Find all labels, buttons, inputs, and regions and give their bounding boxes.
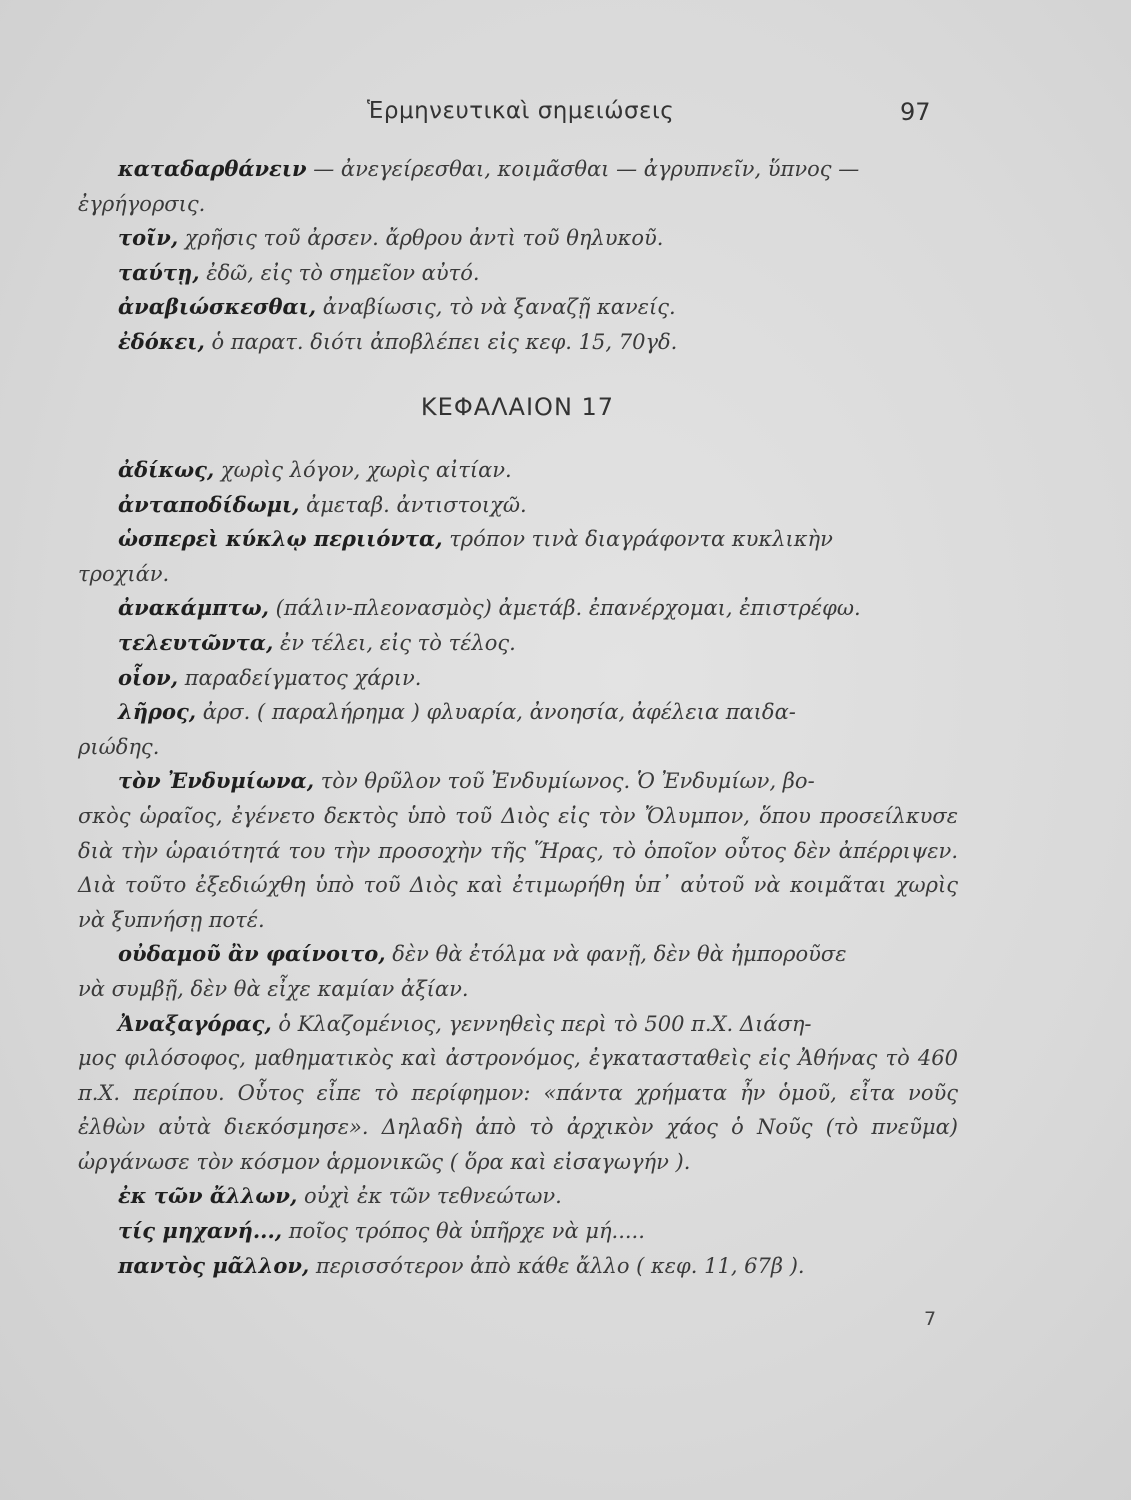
entry-gloss: ἀρσ. ( παραλήρημα ) φλυαρία, ἀνοησία, ἀφέλεια παιδα- (196, 700, 796, 725)
entry-gloss: ἀμεταβ. ἀντιστοιχῶ. (299, 492, 527, 517)
entry-gloss: χρῆσις τοῦ ἀρσεν. ἄρθρου ἀντὶ τοῦ θηλυκοῦ. (178, 226, 664, 251)
glossary-entry (78, 522, 958, 591)
entry-headword: τίς μηχανή..., (118, 1218, 283, 1244)
entry-gloss: τὸν θρῦλον τοῦ Ἐνδυμίωνος. Ὁ Ἐνδυμίων, βο- (314, 769, 815, 794)
entry-gloss: ἐν τέλει, εἰς τὸ τέλος. (273, 630, 516, 655)
glossary-entry (118, 591, 958, 626)
chapter-title (0, 393, 1131, 421)
glossary-entry (78, 937, 958, 1006)
entry-gloss: ποῖος τρόπος θὰ ὑπῆρχε νὰ μή..... (282, 1219, 645, 1244)
entry-headword: οὐδαμοῦ ἂν φαίνοιτο, (118, 941, 386, 967)
glossary-entry (118, 453, 958, 488)
glossary-entry (118, 290, 958, 325)
entry-gloss: ὁ παρατ. διότι ἀποβλέπει εἰς κεφ. 15, 70γδ. (204, 329, 678, 354)
entry-headword: παντὸς μᾶλλον, (118, 1252, 310, 1278)
entry-continuation: μος φιλόσοφος, μαθηματικὸς καὶ ἀστρονόμος, ἐγκατασταθεὶς εἰς Ἀθήνας τὸ 460 π.Χ. περίπου. Οὗτος εἶπε τὸ περίφημον: «πάντα χρήματα ἦν ὁμοῦ, εἶτα νοῦς ἐλθὼν αὐτὰ διεκόσμησε». Δηλαδὴ ἀπὸ τὸ ἀρχικὸν χάος ὁ Νοῦς (τὸ πνεῦμα) ὠργάνωσε τὸν κόσμον ἁρμονικῶς ( ὅρα καὶ εἰσαγωγήν ). (78, 1046, 958, 1174)
entry-continuation: ριώδης. (78, 734, 160, 759)
entry-headword: ἐκ τῶν ἄλλων, (118, 1183, 298, 1209)
entry-headword: ὡσπερεὶ κύκλῳ περιιόντα, (118, 526, 443, 552)
entry-gloss: τρόπον τινὰ διαγράφοντα κυκλικὴν (442, 527, 833, 552)
page-number: 97 (900, 98, 931, 126)
entry-continuation: τροχιάν. (78, 561, 170, 586)
running-head-title: Ἑρμηνευτικαὶ σημειώσεις (367, 98, 675, 124)
glossary-entry (118, 1179, 958, 1214)
glossary-entry (118, 1214, 958, 1249)
glossary-entry (118, 626, 958, 661)
entry-gloss: περισσότερον ἀπὸ κάθε ἄλλο ( κεφ. 11, 67β ). (309, 1253, 805, 1278)
entry-continuation: σκὸς ὡραῖος, ἐγένετο δεκτὸς ὑπὸ τοῦ Διὸς εἰς τὸν Ὄλυμπον, ὅπου προσείλκυσε διὰ τὴν ὡραιότητά του τὴν προσοχὴν τῆς Ἥρας, τὸ ὁποῖον οὗτος δὲν ἀπέρριψεν. Διὰ τοῦτο ἐξεδιώχθη ὑπὸ τοῦ Διὸς καὶ ἐτιμωρήθη ὑπ᾽ αὐτοῦ νὰ κοιμᾶται χωρὶς νὰ ξυπνήσῃ ποτέ. (78, 803, 958, 932)
glossary-entry (118, 1249, 958, 1284)
glossary-entry (118, 325, 958, 360)
entry-gloss: ὁ Κλαζομένιος, γεννηθεὶς περὶ τὸ 500 π.Χ. Διάση- (271, 1011, 812, 1036)
entry-headword: ἀναβιώσκεσθαι, (118, 294, 317, 320)
glossary-entry (78, 695, 958, 764)
entry-headword: Ἀναξαγόρας, (118, 1010, 272, 1036)
entry-headword: καταδαρθάνειν (118, 156, 307, 181)
entry-gloss: δὲν θὰ ἐτόλμα νὰ φανῇ, δὲν θὰ ἠμποροῦσε (385, 942, 847, 967)
chapter-title-text: ΚΕΦΑΛΑΙΟΝ 17 (420, 393, 615, 421)
entry-gloss: χωρὶς λόγον, χωρὶς αἰτίαν. (214, 458, 512, 482)
entry-headword: ἀδίκως, (118, 457, 215, 482)
glossary-entry (78, 1007, 958, 1180)
entry-headword: τὸν Ἐνδυμίωνα, (118, 768, 315, 794)
entry-headword: τελευτῶντα, (118, 629, 274, 655)
glossary-entry (78, 152, 958, 221)
signature-mark: 7 (924, 1308, 937, 1330)
glossary-block-top (78, 152, 958, 360)
entry-gloss: παραδείγματος χάριν. (178, 665, 422, 690)
entry-gloss: (πάλιν-πλεονασμὸς) ἀμετάβ. ἐπανέρχομαι, ἐπιστρέφω. (268, 596, 861, 621)
entry-headword: ἀνακάμπτω, (118, 595, 269, 621)
glossary-entry (118, 661, 958, 696)
entry-continuation: νὰ συμβῇ, δὲν θὰ εἶχε καμίαν ἀξίαν. (78, 976, 469, 1001)
entry-continuation: ἐγρήγορσις. (78, 191, 206, 216)
entry-headword: οἷον, (118, 664, 179, 690)
glossary-entry (78, 764, 958, 937)
entry-headword: ἀνταποδίδωμι, (118, 491, 300, 517)
entry-gloss: ἐδῶ, εἰς τὸ σημεῖον αὐτό. (199, 260, 480, 285)
glossary-entry (118, 488, 958, 523)
entry-headword: ἐδόκει, (118, 328, 205, 354)
entry-headword: λῆρος, (118, 699, 197, 725)
running-head (0, 98, 1131, 138)
entry-headword: τοῖν, (118, 225, 179, 251)
entry-gloss: — ἀνεγείρεσθαι, κοιμᾶσθαι — ἀγρυπνεῖν, ὕπνος — (306, 157, 860, 181)
entry-gloss: ἀναβίωσις, τὸ νὰ ξαναζῇ κανείς. (316, 295, 676, 320)
entry-gloss: οὐχὶ ἐκ τῶν τεθνεώτων. (297, 1184, 562, 1209)
entry-headword: ταύτῃ, (118, 259, 200, 285)
glossary-block-main (78, 453, 958, 1283)
glossary-entry (118, 221, 958, 256)
glossary-entry (118, 256, 958, 291)
